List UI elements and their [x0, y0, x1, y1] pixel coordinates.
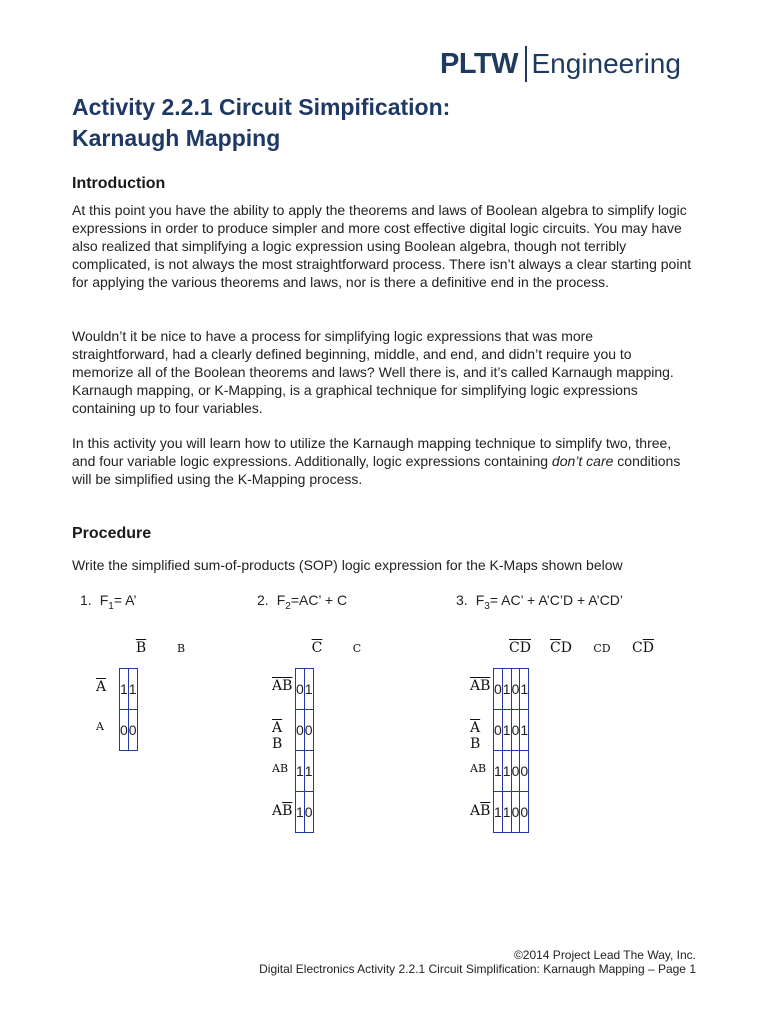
p3-text-a: In this activity you will learn how to utilize the Karnaugh mapping technique to simplify two, three, and four variable logic expressions. Additionally, logic expressions containing	[72, 435, 672, 469]
kmap-row	[120, 710, 138, 751]
pltw-logo	[440, 46, 681, 82]
function-expression: =AC’ + C	[290, 592, 348, 608]
kmap-2-grid	[295, 668, 314, 833]
kmap-cell: 1	[502, 792, 511, 833]
row-header-a: A	[96, 720, 104, 733]
kmap-cell: 0	[511, 792, 520, 833]
kmap-row	[494, 792, 529, 833]
kmap-cell: 0	[304, 792, 313, 833]
title-line-2: Karnaugh Mapping	[72, 125, 281, 151]
kmap-row	[296, 751, 314, 792]
function-name: F	[276, 592, 286, 608]
kmap-row	[494, 710, 529, 751]
p3-text-b: conditions will be simplified using the K-Mapping process.	[72, 453, 681, 487]
function-subscript: 2	[285, 600, 291, 612]
kmap-cell: 0	[128, 710, 137, 751]
problem-3-label	[456, 592, 623, 612]
kmap-cell: 1	[494, 751, 503, 792]
kmap-cell: 1	[304, 669, 313, 710]
kmap-cell: 0	[120, 710, 129, 751]
function-expression: = A’	[113, 592, 137, 608]
page-footer-text: Digital Electronics Activity 2.2.1 Circuit Simplification: Karnaugh Mapping – Page 1	[259, 962, 696, 976]
kmap-cell: 1	[520, 669, 529, 710]
kmap-1-grid	[119, 668, 138, 751]
logo-divider	[525, 46, 527, 82]
function-subscript: 3	[484, 600, 490, 612]
problem-1-label	[80, 592, 137, 612]
col-header-c-d: CD	[593, 642, 611, 655]
row-header-a-b-bar: $A\overline{B}$	[470, 803, 491, 819]
kmap-row	[296, 710, 314, 751]
kmap-row	[296, 669, 314, 710]
function-name: F	[475, 592, 485, 608]
kmap-cell: 1	[128, 669, 137, 710]
kmap-cell: 0	[511, 710, 520, 751]
dont-care-term: don’t care	[551, 453, 614, 469]
col-header-c-d-bar: $C\overline{D}$	[632, 640, 654, 656]
kmap-row	[494, 751, 529, 792]
kmap-cell: 1	[304, 751, 313, 792]
problem-number: 2.	[257, 592, 269, 608]
col-header-b-bar: $\overline{B}$	[135, 640, 147, 656]
intro-paragraph-1: At this point you have the ability to apply the theorems and laws of Boolean algebra to simplify logic expressions in order to produce simpler and more cost effective digital logic circuits. You may have also realized that simplifying a logic expression using Boolean algebra, though not terribly complicated, is not always the most straightforward process. There isn’t always a clear starting point for applying the various theorems and laws, nor is there a definitive end in the process.	[72, 202, 692, 290]
kmap-cell: 0	[296, 669, 305, 710]
kmap-3-grid	[493, 668, 529, 833]
problem-number: 3.	[456, 592, 468, 608]
col-header-c: C	[352, 642, 362, 655]
page-title	[72, 92, 450, 154]
row-header-a-b: AB	[272, 762, 289, 775]
kmap-cell: 0	[494, 710, 503, 751]
logo-product: Engineering	[531, 48, 681, 79]
kmap-cell: 1	[502, 751, 511, 792]
kmap-cell: 1	[120, 669, 129, 710]
kmap-cell: 1	[502, 710, 511, 751]
kmap-cell: 0	[511, 751, 520, 792]
kmap-cell: 1	[520, 710, 529, 751]
row-header-a-b-bar: $A\overline{B}$	[272, 803, 293, 819]
row-header-a-bar-b: $\overline{A}$ B	[470, 720, 481, 752]
kmap-cell: 0	[304, 710, 313, 751]
kmap-cell: 0	[511, 669, 520, 710]
title-line-1: Activity 2.2.1 Circuit Simpification:	[72, 94, 451, 120]
function-subscript: 1	[108, 600, 114, 612]
row-header-a-bar-b-bar: $\overline{A}\overline{B}$	[470, 678, 491, 694]
row-header-a-bar-b: $\overline{A}$ B	[272, 720, 283, 752]
function-expression: = AC’ + A’C’D + A’CD’	[489, 592, 623, 608]
row-header-a-bar-b-bar: $\overline{A}\overline{B}$	[272, 678, 293, 694]
function-name: F	[99, 592, 109, 608]
kmap-cell: 1	[494, 792, 503, 833]
procedure-heading: Procedure	[72, 525, 152, 542]
kmap-cell: 0	[520, 792, 529, 833]
introduction-heading: Introduction	[72, 175, 166, 192]
kmap-row	[296, 792, 314, 833]
col-header-c-bar-d: $\overline{C}D$	[550, 640, 572, 656]
col-header-c-bar: $\overline{C}$	[311, 640, 323, 656]
col-header-c-bar-d-bar: $\overline{C}\overline{D}$	[509, 640, 531, 656]
procedure-instruction: Write the simplified sum-of-products (SOP) logic expression for the K-Maps shown below	[72, 557, 623, 573]
kmap-cell: 0	[494, 669, 503, 710]
intro-paragraph-3	[72, 434, 692, 488]
row-header-a-bar: $\overline{A}$	[96, 679, 107, 695]
kmap-cell: 0	[520, 751, 529, 792]
problem-2-label	[257, 592, 347, 612]
kmap-cell: 0	[296, 710, 305, 751]
kmap-cell: 1	[296, 792, 305, 833]
kmap-cell: 1	[296, 751, 305, 792]
kmap-row	[120, 669, 138, 710]
row-header-a-b: AB	[470, 762, 487, 775]
problem-number: 1.	[80, 592, 92, 608]
page-footer	[259, 948, 696, 976]
intro-paragraph-2: Wouldn’t it be nice to have a process for simplifying logic expressions that was more straightforward, had a clearly defined beginning, middle, and end, and didn’t require you to memorize all of the Boolean theorems and laws? Well there is, and it’s called Karnaugh mapping. Karnaugh mapping, or K-Mapping, is a graphical technique for simplifying logic expressions containing up to four variables.	[72, 328, 674, 416]
kmap-row	[494, 669, 529, 710]
copyright-text: ©2014 Project Lead The Way, Inc.	[513, 948, 696, 962]
col-header-b: B	[176, 642, 186, 655]
logo-mark: PLTW	[440, 47, 518, 80]
kmap-cell: 1	[502, 669, 511, 710]
